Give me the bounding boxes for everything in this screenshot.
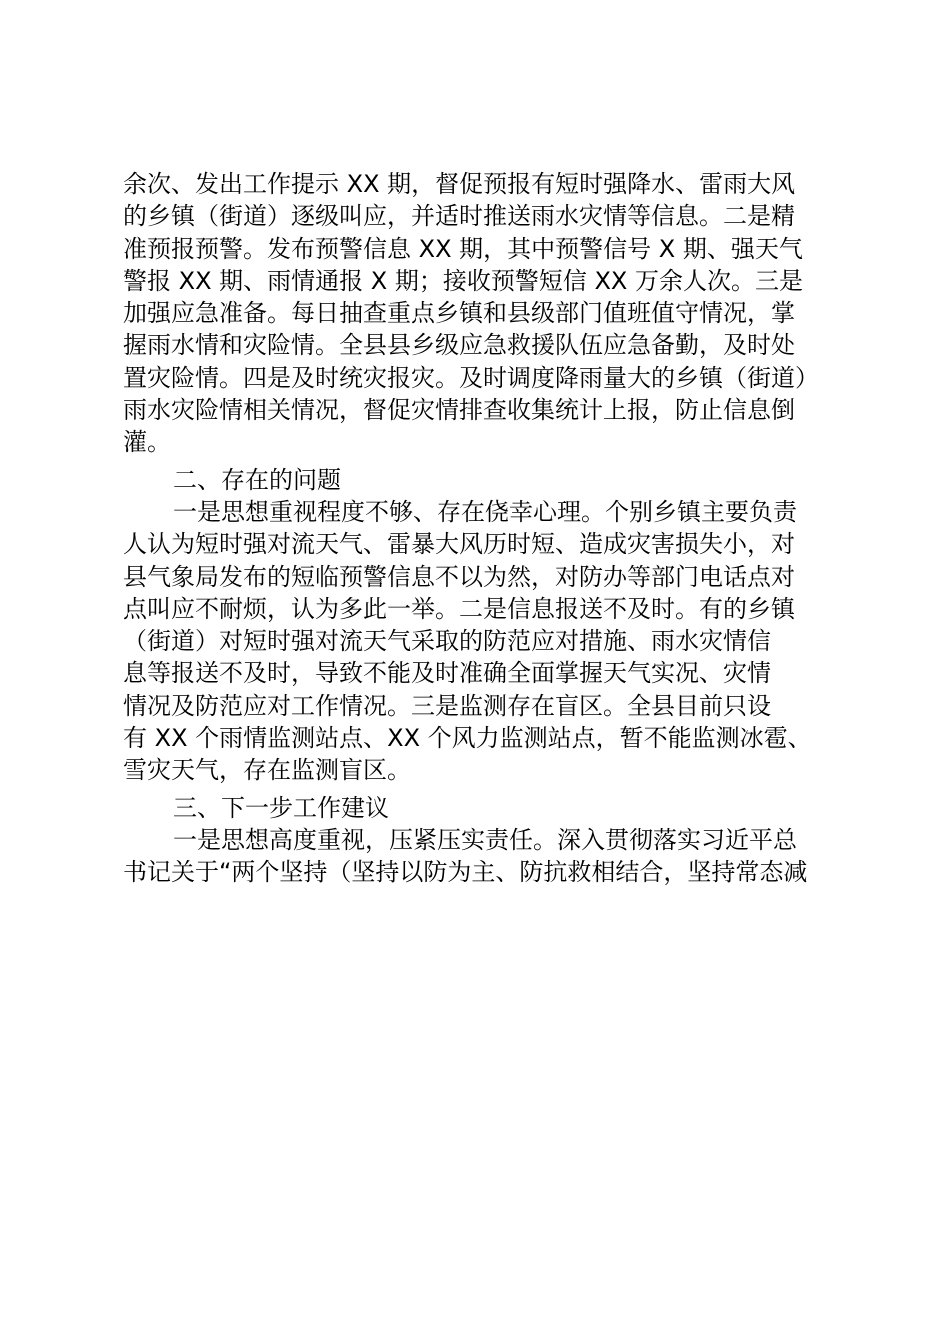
paragraph-1: [123, 168, 843, 459]
text-line: 人认为短时强对流天气、雷暴大风历时短、造成灾害损失小，对: [123, 530, 795, 559]
text-line: 有 XX 个雨情监测站点、XX 个风力监测站点，暂不能监测冰雹、: [123, 724, 812, 753]
text-line: 加强应急准备。每日抽查重点乡镇和县级部门值班值守情况，掌: [123, 299, 795, 328]
text-line: 息等报送不及时，导致不能及时准确全面掌握天气实况、灾情: [123, 659, 771, 688]
text-line: 一是思想重视程度不够、存在侥幸心理。个别乡镇主要负责: [173, 497, 797, 526]
text-line: 雪灾天气，存在监测盲区。: [123, 756, 411, 785]
text-line: 书记关于“两个坚持（坚持以防为主、防抗救相结合，坚持常态减: [123, 858, 808, 887]
paragraph-2: [123, 496, 843, 787]
text-line: 警报 XX 期、雨情通报 X 期；接收预警短信 XX 万余人次。三是: [123, 266, 803, 295]
text-line: 点叫应不耐烦，认为多此一举。二是信息报送不及时。有的乡镇: [123, 594, 795, 623]
text-line: 雨水灾险情相关情况，督促灾情排查收集统计上报，防止信息倒: [123, 396, 795, 425]
text-line: 余次、发出工作提示 XX 期，督促预报有短时强降水、雷雨大风: [123, 170, 796, 198]
text-line: 一是思想高度重视，压紧压实责任。深入贯彻落实习近平总: [173, 825, 797, 854]
text-line: 县气象局发布的短临预警信息不以为然，对防办等部门电话点对: [123, 562, 795, 591]
document-body: [123, 168, 843, 889]
section-heading-problems: 二、存在的问题: [173, 465, 341, 494]
text-line: 的乡镇（街道）逐级叫应，并适时推送雨水灾情等信息。二是精: [123, 202, 795, 231]
section-heading-next-steps: 三、下一步工作建议: [173, 793, 389, 822]
text-line: （街道）对短时强对流天气采取的防范应对措施、雨水灾情信: [123, 627, 771, 656]
text-line: 准预报预警。发布预警信息 XX 期，其中预警信号 X 期、强天气: [123, 234, 803, 263]
text-line: 握雨水情和灾险情。全县县乡级应急救援队伍应急备勤，及时处: [123, 331, 795, 360]
text-line: 灌。: [123, 428, 171, 457]
text-line: 情况及防范应对工作情况。三是监测存在盲区。全县目前只设: [123, 691, 771, 720]
text-line: 置灾险情。四是及时统灾报灾。及时调度降雨量大的乡镇（街道）: [123, 363, 819, 392]
paragraph-3: [123, 824, 843, 889]
